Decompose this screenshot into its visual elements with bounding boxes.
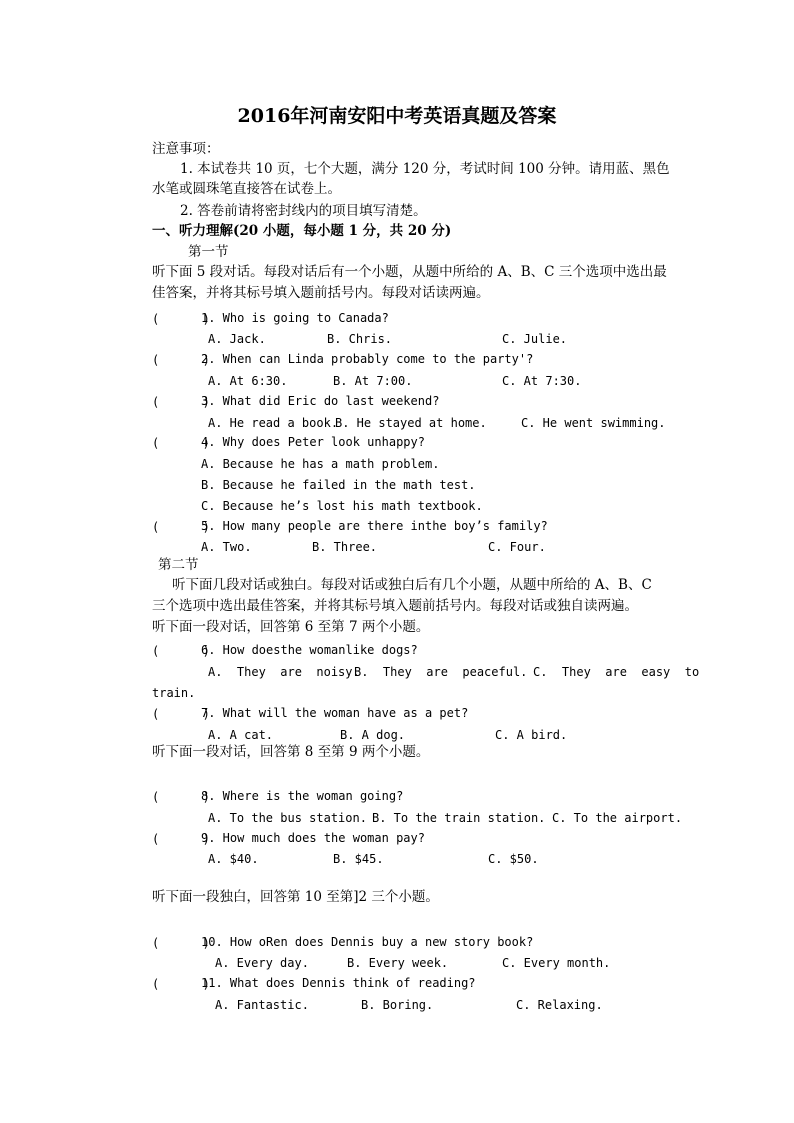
notice-item-1-cont: 水笔或圆珠笔直接答在试卷上。: [152, 181, 341, 197]
part-1-label: 第一节: [188, 244, 229, 260]
answer-bracket[interactable]: ( ): [152, 395, 210, 409]
sub-instruction-6-7: 听下面一段对话，回答第 6 至第 7 两个小题。: [152, 619, 430, 635]
q6-option-c: C. They are easy to: [533, 665, 700, 679]
section-1-heading: 一、听力理解(20 小题，每小题 1 分，共 20 分): [152, 223, 452, 239]
q3-option-c: C. He went swimming.: [521, 416, 666, 430]
q4-option-c: C. Because he’s lost his math textbook.: [201, 499, 483, 513]
question-6: 6. How doesthe womanlike dogs?: [201, 643, 418, 657]
notice-heading: 注意事项：: [152, 141, 220, 157]
q8-option-b: B. To the train station.: [372, 811, 546, 825]
question-3: 3. What did Eric do last weekend?: [201, 394, 440, 408]
q9-option-b: B. $45.: [333, 852, 384, 866]
question-8: 8. Where is the woman going?: [201, 789, 404, 803]
question-4: 4. Why does Peter look unhappy?: [201, 435, 425, 449]
q4-option-a: A. Because he has a math problem.: [201, 457, 440, 471]
part-1-instruction: 听下面 5 段对话。每段对话后有一个小题，从题中所给的 A、B、C 三个选项中选出最: [152, 264, 667, 280]
q11-option-b: B. Boring.: [361, 998, 434, 1012]
q6-option-c-continued: train.: [152, 686, 196, 700]
q9-option-c: C. $50.: [488, 852, 539, 866]
q6-option-a: A. They are noisy.: [208, 665, 360, 679]
answer-bracket[interactable]: ( ): [152, 977, 210, 991]
question-1: 1. Who is going to Canada?: [201, 311, 389, 325]
q4-option-b: B. Because he failed in the math test.: [201, 478, 476, 492]
q2-option-c: C. At 7:30.: [502, 374, 582, 388]
part-2-instruction-cont: 三个选项中选出最佳答案，并将其标号填入题前括号内。每段对话或独自读两遍。: [152, 598, 638, 614]
q10-option-b: B. Every week.: [347, 956, 449, 970]
sub-instruction-10-12: 听下面一段独白，回答第 10 至第]2 三个小题。: [152, 889, 439, 905]
q9-option-a: A. $40.: [208, 852, 259, 866]
q5-option-a: A. Two.: [201, 540, 252, 554]
answer-bracket[interactable]: ( ): [152, 832, 210, 846]
answer-bracket[interactable]: ( ): [152, 644, 210, 658]
q1-option-c: C. Julie.: [502, 332, 568, 346]
q10-option-a: A. Every day.: [215, 956, 309, 970]
answer-bracket[interactable]: ( ): [152, 436, 210, 450]
q7-option-c: C. A bird.: [495, 728, 568, 742]
question-11: 11. What does Dennis think of reading?: [201, 976, 476, 990]
answer-bracket[interactable]: ( ): [152, 312, 210, 326]
q8-option-c: C. To the airport.: [552, 811, 683, 825]
q3-option-a: A. He read a book.: [208, 416, 339, 430]
q5-option-c: C. Four.: [488, 540, 546, 554]
q1-option-b: B. Chris.: [327, 332, 393, 346]
q7-option-b: B. A dog.: [340, 728, 406, 742]
answer-bracket[interactable]: ( ): [152, 520, 210, 534]
q11-option-c: C. Relaxing.: [516, 998, 603, 1012]
q10-option-c: C. Every month.: [502, 956, 611, 970]
part-2-label: 第二节: [158, 557, 199, 573]
question-2: 2. When can Linda probably come to the party'?: [201, 352, 534, 366]
notice-item-2: 2. 答卷前请将密封线内的项目填写清楚。: [180, 203, 427, 219]
answer-bracket[interactable]: ( ): [152, 353, 210, 367]
answer-bracket[interactable]: ( ): [152, 707, 210, 721]
part-1-instruction-cont: 佳答案，并将其标号填入题前括号内。每段对话读两遍。: [152, 285, 490, 301]
question-5: 5. How many people are there inthe boy’s family?: [201, 519, 548, 533]
q7-option-a: A. A cat.: [208, 728, 274, 742]
q6-option-b: B. They are peaceful.: [354, 665, 528, 679]
q1-option-a: A. Jack.: [208, 332, 266, 346]
answer-bracket[interactable]: ( ): [152, 936, 210, 950]
q2-option-b: B. At 7:00.: [333, 374, 413, 388]
q2-option-a: A. At 6:30.: [208, 374, 288, 388]
sub-instruction-8-9: 听下面一段对话，回答第 8 至第 9 两个小题。: [152, 744, 430, 760]
question-9: 9. How much does the woman pay?: [201, 831, 425, 845]
answer-bracket[interactable]: ( ): [152, 790, 210, 804]
q8-option-a: A. To the bus station.: [208, 811, 367, 825]
q3-option-b: B. He stayed at home.: [335, 416, 487, 430]
notice-item-1: 1. 本试卷共 10 页，七个大题，满分 120 分，考试时间 100 分钟。请用蓝、黑色: [180, 161, 670, 177]
page-title: 2016年河南安阳中考英语真题及答案: [237, 105, 557, 127]
q11-option-a: A. Fantastic.: [215, 998, 309, 1012]
part-2-instruction: 听下面几段对话或独白。每段对话或独白后有几个小题，从题中所给的 A、B、C: [172, 577, 652, 593]
question-10: 10. How oRen does Dennis buy a new story book?: [201, 935, 534, 949]
question-7: 7. What will the woman have as a pet?: [201, 706, 469, 720]
q5-option-b: B. Three.: [312, 540, 378, 554]
